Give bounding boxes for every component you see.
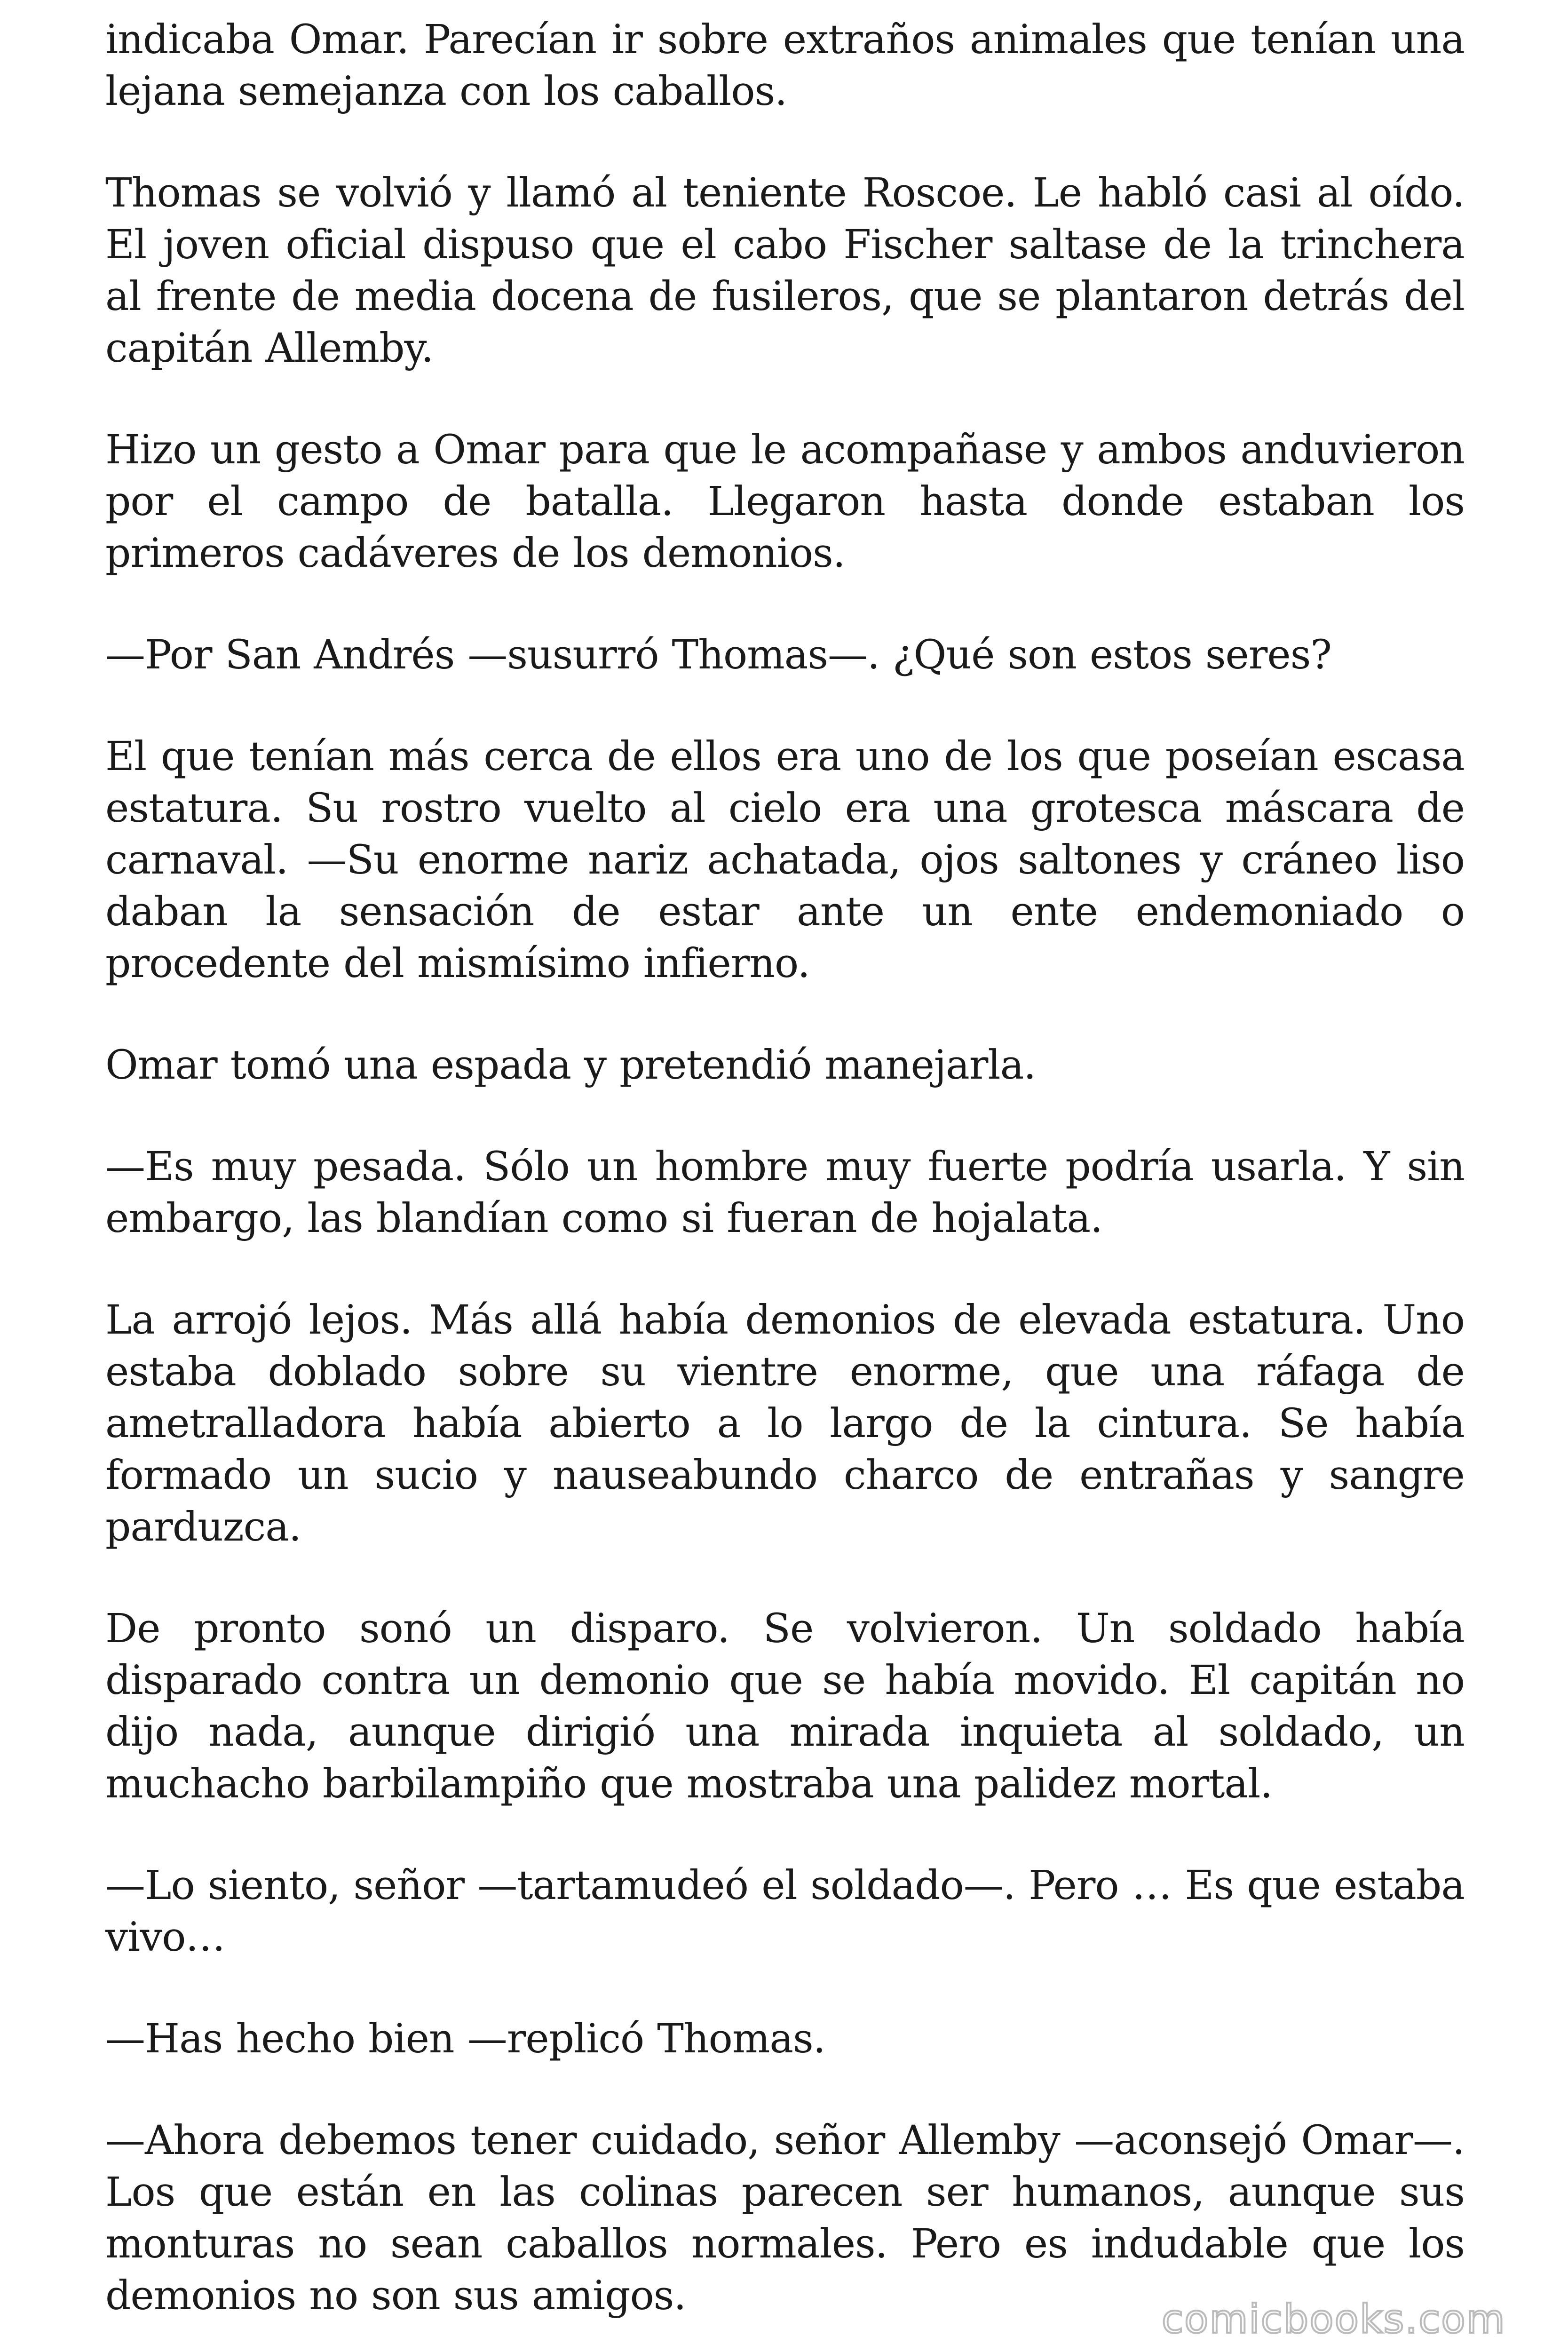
paragraph: El que tenían más cerca de ellos era uno de los que poseían escasa estatura. Su rostro vuelto al cielo era una grotesca máscara de carnaval. —Su enorme nariz achatada, ojos saltones y cráneo liso daban la sensación de estar ante un ente endemoniado o procedente del mismísimo infierno. xyxy=(105,733,1465,987)
watermark: comicbooks.com xyxy=(1162,2296,1506,2342)
paragraph: —Lo siento, señor —tartamudeó el soldado—. Pero … Es que estaba vivo… xyxy=(105,1862,1465,1961)
paragraph: —Es muy pesada. Sólo un hombre muy fuerte podría usarla. Y sin embargo, las blandían como si fueran de hojalata. xyxy=(105,1144,1465,1242)
paragraph: De pronto sonó un disparo. Se volvieron. Un soldado había disparado contra un demonio que se había movido. El capitán no dijo nada, aunque dirigió una mirada inquieta al soldado, un muchacho barbilampiño que mostraba una palidez mortal. xyxy=(105,1605,1465,1807)
paragraph: —Por San Andrés —susurró Thomas—. ¿Qué son estos seres? xyxy=(105,632,1331,678)
text-column xyxy=(105,14,1465,2352)
paragraph: La arrojó lejos. Más allá había demonios de elevada estatura. Uno estaba doblado sobre su vientre enorme, que una ráfaga de ametralladora había abierto a lo largo de la cintura. Se había formado un sucio y nauseabundo charco de entrañas y sangre parduzca. xyxy=(105,1297,1465,1550)
paragraph: —Has hecho bien —replicó Thomas. xyxy=(105,2016,825,2062)
paragraph: —Ahora debemos tener cuidado, señor Allemby —aconsejó Omar—. Los que están en las colinas parecen ser humanos, aunque sus monturas no sean caballos normales. Pero es indudable que los demonios no son sus amigos. xyxy=(105,2117,1465,2319)
paragraph: Omar tomó una espada y pretendió manejarla. xyxy=(105,1042,1036,1089)
paragraph: indicaba Omar. Parecían ir sobre extraños animales que tenían una lejana semejanza con los caballos. xyxy=(105,16,1465,115)
paragraph: Thomas se volvió y llamó al teniente Roscoe. Le habló casi al oído. El joven oficial dispuso que el cabo Fischer saltase de la trinchera al frente de media docena de fusileros, que se plantaron detrás del capitán Allemby. xyxy=(105,170,1465,372)
paragraph: Hizo un gesto a Omar para que le acompañase y ambos anduvieron por el campo de batalla. Llegaron hasta donde estaban los primeros cadáveres de los demonios. xyxy=(105,427,1465,577)
